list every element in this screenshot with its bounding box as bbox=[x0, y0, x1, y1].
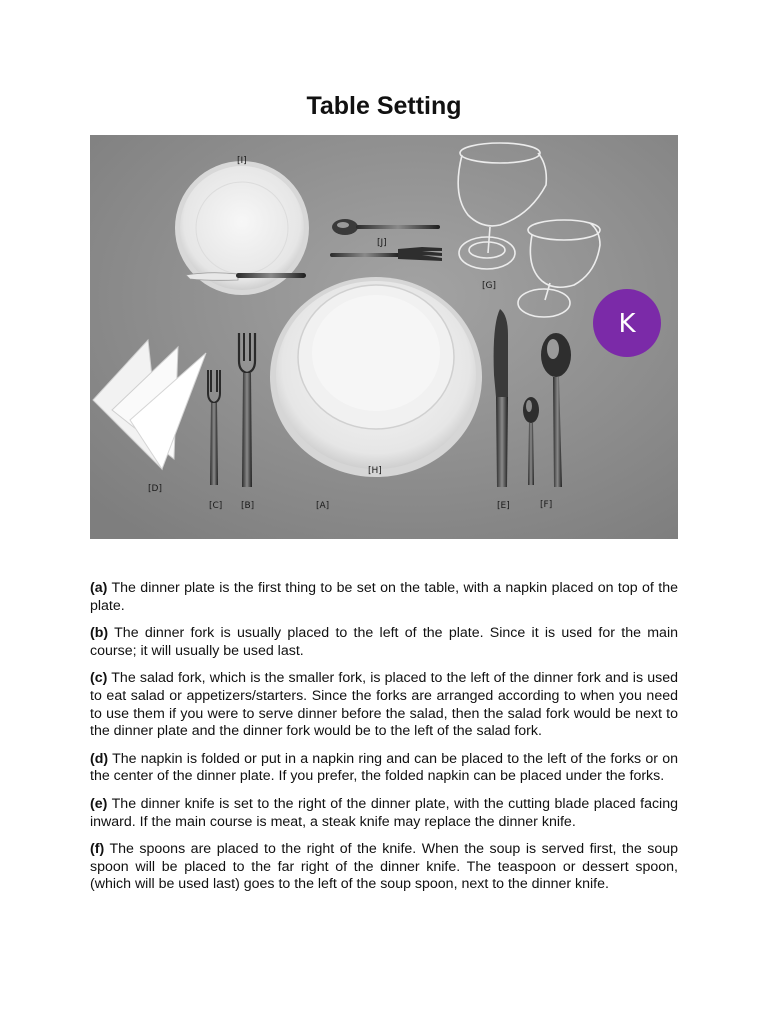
page-title: Table Setting bbox=[306, 92, 462, 120]
label-j: [J] bbox=[377, 238, 387, 248]
paragraph-body: The salad fork, which is the smaller fork, is placed to the left of the dinner fork and is used to eat salad or appetizers/starters. Since the forks are arranged according to when you need to use them if you were to serve dinner before the salad, then the salad fork would be next to the dinner plate and the dinner fork would be to the left of the salad fork. bbox=[90, 670, 678, 740]
paragraph-key: (e) bbox=[90, 795, 108, 812]
table-setting-photo bbox=[90, 135, 678, 539]
paragraph-body: The dinner plate is the first thing to be set on the table, with a napkin placed on top of the plate. bbox=[90, 580, 678, 614]
paragraph-e bbox=[90, 796, 678, 831]
paragraph-key: (a) bbox=[90, 580, 108, 596]
paragraph-body: The dinner knife is set to the right of the dinner plate, with the cutting blade placed facing inward. If the main course is meat, a steak knife may replace the dinner knife. bbox=[90, 795, 678, 830]
dinner-plate bbox=[270, 277, 482, 477]
label-g: [G] bbox=[482, 281, 496, 291]
label-c: [C] bbox=[209, 501, 223, 511]
paragraph-key: (b) bbox=[90, 625, 109, 642]
k-badge bbox=[593, 289, 661, 357]
label-d: [D] bbox=[148, 484, 162, 494]
paragraph-body: The spoons are placed to the right of the knife. When the soup is served first, the soup spoon will be placed to the far right of the dinner knife. The teaspoon or dessert spoon, (which will be used last) goes to the left of the soup spoon, next to the dinner knife. bbox=[90, 841, 678, 893]
label-f: [F] bbox=[540, 500, 553, 510]
badge-letter: K bbox=[618, 309, 636, 339]
paragraph-key: (f) bbox=[90, 841, 105, 858]
paragraph-c bbox=[90, 670, 678, 740]
paragraph-body: The dinner fork is usually placed to the left of the plate. Since it is used for the main course; it will usually be used last. bbox=[90, 625, 678, 659]
label-i: [I] bbox=[237, 156, 247, 166]
paragraph-a bbox=[90, 580, 678, 615]
paragraph-f bbox=[90, 841, 678, 894]
paragraph-key: (d) bbox=[90, 750, 109, 767]
paragraph-body: The napkin is folded or put in a napkin ring and can be placed to the left of the forks or on the center of the dinner plate. If you prefer, the folded napkin can be placed under the forks. bbox=[90, 750, 678, 785]
paragraph-d bbox=[90, 751, 678, 786]
label-b: [B] bbox=[241, 501, 255, 511]
paragraph-key: (c) bbox=[90, 670, 108, 687]
label-e: [E] bbox=[497, 501, 510, 511]
label-a: [A] bbox=[316, 501, 330, 511]
label-h: [H] bbox=[368, 466, 382, 476]
description-text bbox=[90, 580, 678, 904]
paragraph-b bbox=[90, 625, 678, 660]
